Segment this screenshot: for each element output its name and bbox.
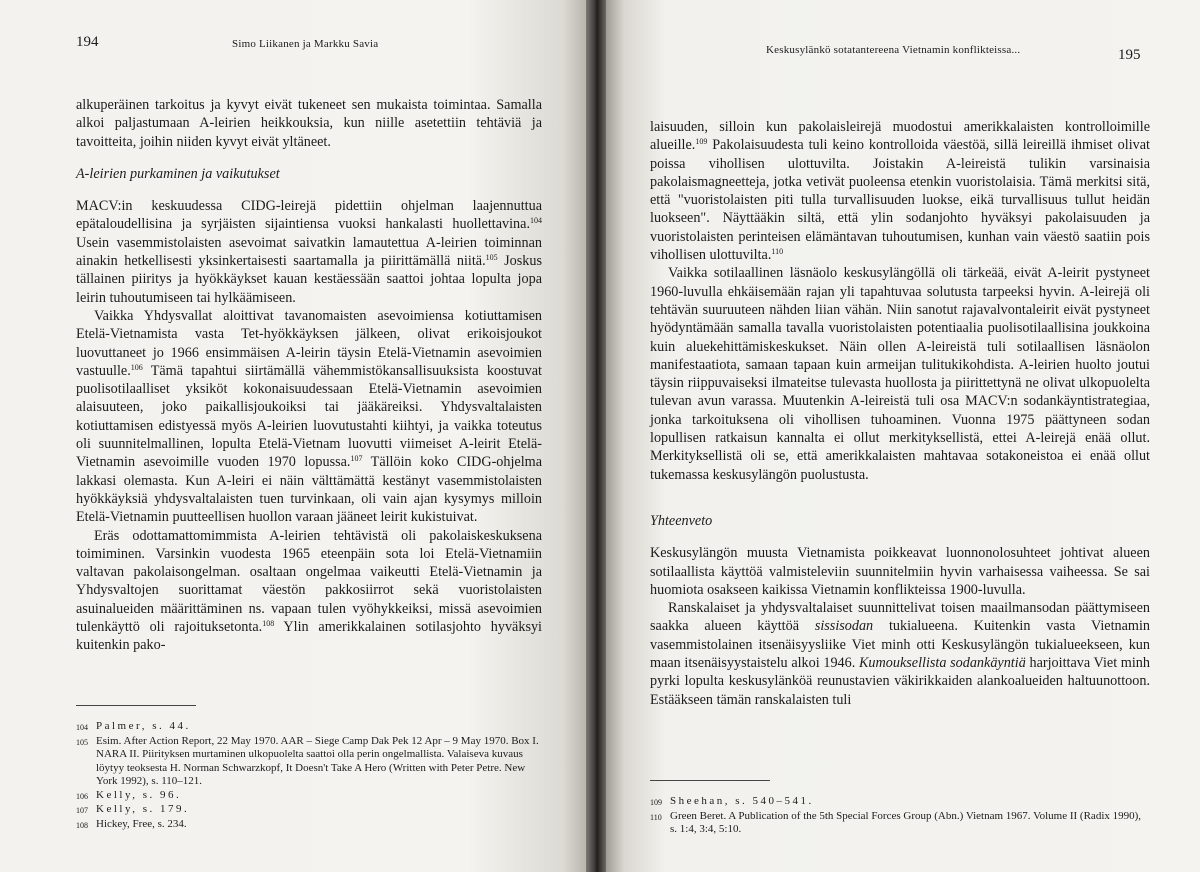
right-page bbox=[606, 0, 1200, 872]
footnote: 107 Kelly, s. 179. bbox=[76, 803, 190, 815]
footnote-ref: 107 bbox=[350, 454, 363, 464]
footnote-ref: 108 bbox=[262, 619, 275, 629]
footnote-ref: 105 bbox=[485, 253, 498, 263]
footnote-ref: 104 bbox=[530, 216, 542, 226]
body-text bbox=[76, 96, 542, 655]
book-gutter bbox=[586, 0, 606, 872]
page-number: 195 bbox=[1118, 47, 1141, 63]
footnote: 104 Palmer, s. 44. bbox=[76, 720, 191, 732]
paragraph: Eräs odottamattomimmista A-leirien tehtävistä oli pakolaiskeskuksena toimiminen. Varsinkin vuodesta 1965 eteenpäin sota loi Etelä-Vietnamiin valtavan pakolaisongelman. osaltaan ongelmaa vaikeutti Etelä-Vietnamin ja Yhdysvaltojen suorittamat väestön pakkosiirrot sekä vuoristolaisten asuinalueiden määrittäminen ns. vapaan tulen vyöhykkeiksi, missä asevoimien tulenkäyttö oli rajoituksetonta.$^{108}$ Ylin amerikkalainen sotilasjohto hyväksyi kuitenkin pako- bbox=[76, 527, 543, 654]
footnote-ref: 106 bbox=[130, 362, 143, 372]
page-number: 194 bbox=[76, 34, 99, 50]
footnote: 109 Sheehan, s. 540–541. bbox=[650, 795, 814, 807]
running-head: Keskusylänkö sotatantereena Vietnamin konflikteissa... bbox=[766, 44, 1021, 56]
footnote: 105 Esim. After Action Report, 22 May 1970. AAR – Siege Camp Dak Pek 12 Apr – 9 May 1970. Box I. NARA II. Piirityksen murtaminen ulkopuolelta saattoi olla perin ongelmallista. Valaiseva kuvaus löytyy teoksesta H. Norman Schwarzkopf, It Doesn't Take A Hero (Written with Peter Petre. New York 1992), s. 110–121. bbox=[76, 734, 539, 787]
footnote-rule bbox=[76, 705, 196, 706]
paragraph: Vaikka Yhdysvallat aloittivat tavanomaisten asevoimiensa kotiuttamisen Etelä-Vietnamista vasta Tet-hyökkäyksen jälkeen, olivat erikoisjoukot luovuttaneet jo 1966 ensimmäisen A-leirin täysin Etelä-Vietnamin asevoimien vastuulle.$^{106}$ Tämä tapahtui siirtämällä vähemmistökansallisuuksista koostuvat puolisotilaalliset yksiköt kokonaisuudessaan Etelä-Vietnamin asevoimien alaisuuteen, joko paikallisjoukoiksi tai jääkäreiksi. Yhdysvaltalaisten kotiuttamisen edistyessä myös A-leirien luovutustahti kiihtyi, ja vaikka toteutus oli suunnitelmallinen, lopulta Etelä-Vietnam luovutti viimeiset A-leirit Etelä-Vietnamin asevoimille vuoden 1970 lopussa.$^{107}$ Tällöin koko CIDG-ohjelma lakkasi olemasta. Kun A-leiri ei näin välttämättä kestänyt vasemmistolaisten hyökkäyksiä yhdysvaltalaisten tuen turvinkaan, oli vain ajan kysymys milloin Etelä-Vietnamin puutteellisen huollon varaan jääneet leirit kukistuivat. bbox=[76, 307, 542, 526]
paragraph: MACV:in keskuudessa CIDG-leirejä pidettiin ohjelman laajennuttua epätaloudellisina ja syrjäisten sijaintiensa vuoksi hankalasti huollettavina.$^{104}$ Usein vasemmistolaisten asevoimat saivatkin lamautettua A-leirien toiminnan ainakin hetkellisesti yksinkertaisesti saartamalla ja piirittämällä niitä.$^{105}$ Joskus tällainen piiritys ja hyökkäykset kauan kestäessään saattoi johtaa lopulta jopa leirin tuhoutumiseen tai hylkäämiseen. bbox=[76, 198, 542, 306]
paragraph: laisuuden, silloin kun pakolaisleirejä muodostui amerikkalaisten kontrolloimille alueille.$^{109}$ Pakolaisuudesta tuli keino kontrolloida väestöä, sillä leireillä ihmiset olivat poissa vihollisen ulottuvilta. Joistakin A-leireistä tulikin varsinaisia pakolaismagneetteja, jotka vetivät puoleensa etenkin vuoristolaisia. Tämä merkitsi sitä, että "vuoristolaisten piti tulla turvallisuuden luokse, eikä turvallisuus tullut heidän luokseen". Näyttääkin siltä, että ylin sodanjohto hyväksyi pakolaisuuden ja vuoristolaisten perinteisen elämäntavan tuhoutumisen, kunhan vain väestö saatiin pois vihollisen ulottuvilta.$^{110}$ bbox=[650, 119, 1150, 264]
paragraph: alkuperäinen tarkoitus ja kyvyt eivät tukeneet sen mukaista toimintaa. Samalla alkoi paljastumaan A-leirien heikkouksia, kun niille asetettiin tehtäviä ja tavoitteita, joihin niiden kyvyt eivät yltäneet. bbox=[76, 97, 542, 150]
footnote: 108 Hickey, Free, s. 234. bbox=[76, 817, 187, 830]
paragraph: Vaikka sotilaallinen läsnäolo keskusylängöllä oli tärkeää, eivät A-leirit pystyneet 1960-luvulla ehkäisemään rajan yli tapahtuvaa solutusta tarpeeksi hyvin. A-leirejä oli tehtävän suuruuteen nähden liian vähän. Niin sanotut rajavalvontaleirit eivät pystyneet hyödyntämään samalla tavalla vuoristolaisten potentiaalia puolisotilaallisina joukkoina kuin aluekehittämiskeskukset. Näin ollen A-leireistä tuli sotilaallisen läsnäolon manifestaatiota, samaan tapaan kuin armeijan tulitukikohdista. A-leirien huolto joutui täysin riippuvaiseksi ilmateitse tulevasta huollosta ja piirittettynä ne olivat ulkopuolelta tulevan avun varassa. Muutenkin A-leireistä tuli osa MACV:n sodankäyntistrategiaa, jonka tarkoituksena oli vihollisen tuhoaminen. Vuonna 1975 päättyneen sodan lopullisen ratkaisun kannalta ei ollut merkityksellistä, ettei A-leirejä enää ollut. Merkityksellistä oli se, että amerikkalaisten mahtavaa sotakoneistoa ei enää ollut tukemassa keskusylängön puolustusta. bbox=[650, 265, 1150, 483]
section-heading: Yhteenveto bbox=[650, 512, 713, 529]
paragraph: Keskusylängön muusta Vietnamista poikkeavat luonnonolosuhteet johtivat alueen sotilaallista käyttöä valmisteleviin suunnitelmiin hyvin varhaisessa vaiheessa. Se sai huomiota osakseen kaikissa Vietnamin konflikteissa 1900-luvulla. bbox=[650, 545, 1150, 598]
footnote-ref: 110 bbox=[771, 247, 784, 257]
paragraph: Ranskalaiset ja yhdysvaltalaiset suunnittelivat toisen maailmansodan päättymiseen saakka alueen käyttöä sissisodan tukialueena. Kuitenkin vasta Vietnamin vasemmistolainen itsenäisyysliike Viet minh otti Keskusylängön tukialueekseen, kun maan itsenäisyystaistelu alkoi 1946. Kumouksellista sodankäyntiä harjoittava Viet minh pyrki lopulta keskusylänköä reunustavien väkirikkaiden alankoalueiden haltuunottoon. Estääkseen tämän ranskalaisten tuli bbox=[650, 600, 1150, 708]
body-text bbox=[650, 118, 1150, 709]
footnote: 106 Kelly, s. 96. bbox=[76, 788, 182, 801]
footnotes bbox=[76, 705, 546, 832]
footnotes bbox=[650, 780, 1150, 837]
footnote-ref: 109 bbox=[695, 137, 708, 147]
footnote: 110 Green Beret. A Publication of the 5th Special Forces Group (Abn.) Vietnam 1967. Volume II (Radix 1990), s. 1:4, 3:4, 5:10. bbox=[650, 809, 1142, 835]
footnote-rule bbox=[650, 780, 770, 781]
section-heading: A-leirien purkaminen ja vaikutukset bbox=[76, 165, 280, 182]
running-head: Simo Liikanen ja Markku Savia bbox=[232, 38, 379, 50]
left-page bbox=[0, 0, 586, 872]
